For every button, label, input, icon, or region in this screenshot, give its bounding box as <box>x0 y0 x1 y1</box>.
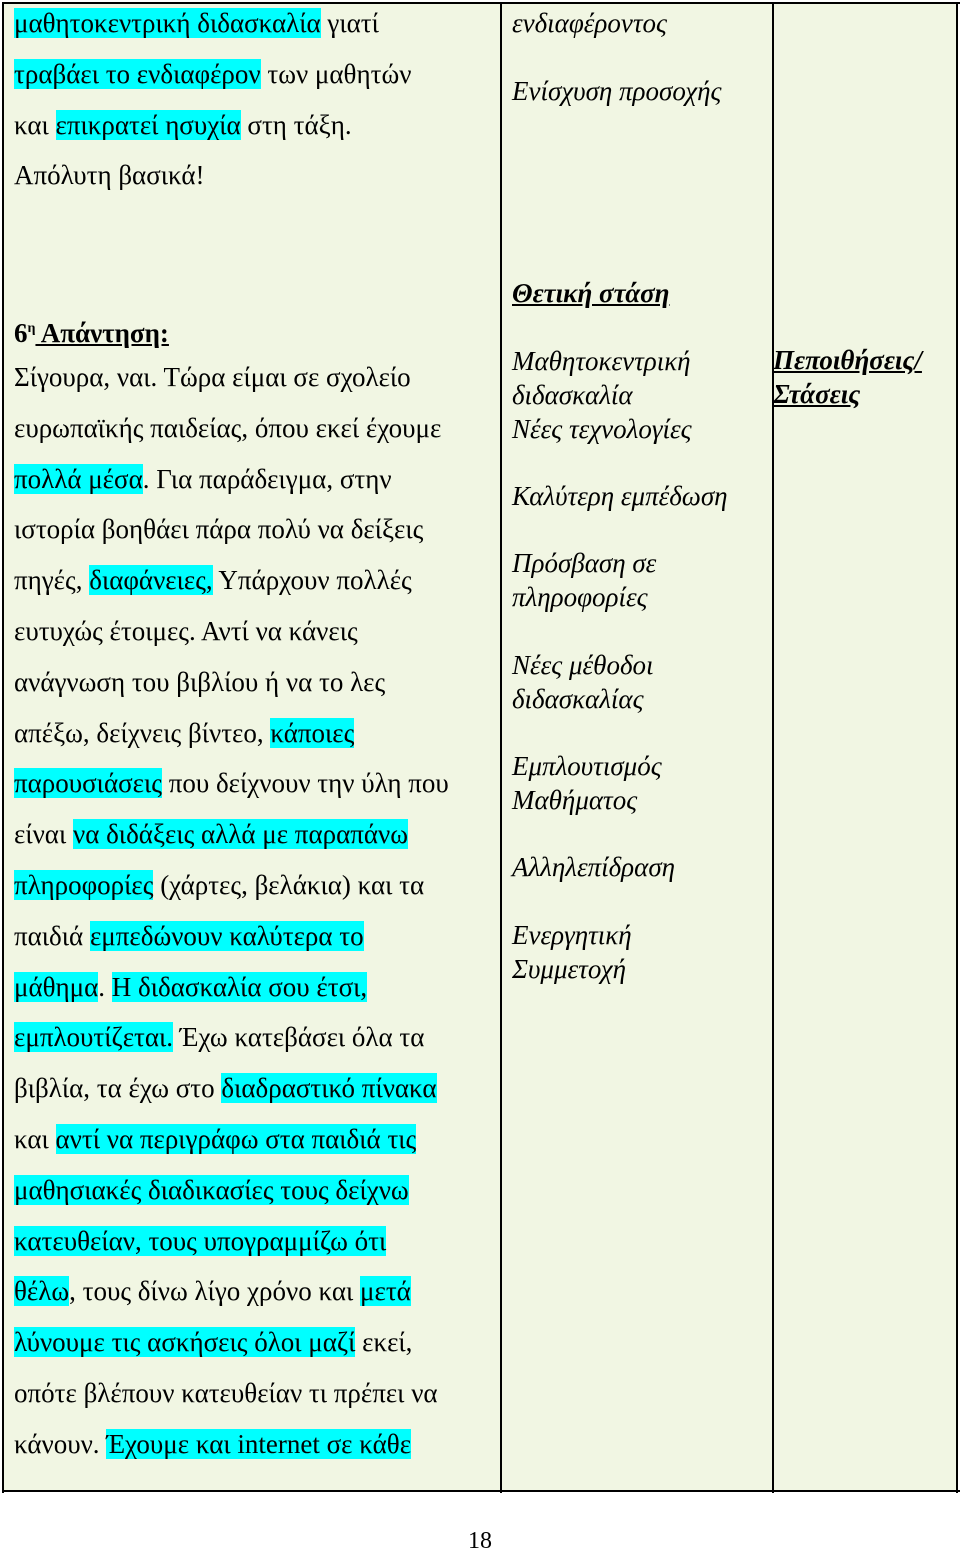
text-line <box>14 460 494 511</box>
code-item: Αλληλεπίδραση <box>512 852 676 882</box>
text-segment: γιατί <box>320 8 379 38</box>
highlighted-text: πολλά μέσα <box>14 463 143 494</box>
text-line <box>14 1018 494 1069</box>
highlighted-text: κατευθείαν, τους υπογραμμίζω ότι <box>14 1225 387 1256</box>
code-item: Μαθητοκεντρική διδασκαλία <box>512 346 691 410</box>
text-segment: ανάγνωση του βιβλίου ή να το λες <box>14 666 386 697</box>
text-line <box>14 1272 494 1323</box>
highlighted-text: αντί να περιγράφω στα παιδιά τις <box>55 1123 417 1154</box>
text-segment: και <box>14 109 56 140</box>
text-segment: βιβλία, τα έχω στο <box>14 1073 222 1104</box>
highlighted-text: πληροφορίες <box>14 869 154 900</box>
text-line <box>14 714 494 765</box>
code-item: Πρόσβαση σε πληροφορίες <box>512 548 657 612</box>
text-line <box>14 561 494 612</box>
text-line <box>14 106 494 157</box>
text-line <box>14 1171 494 1222</box>
text-line <box>14 1425 494 1476</box>
column-divider-1 <box>500 2 502 1493</box>
text-line <box>14 409 494 460</box>
highlighted-text: θέλω <box>14 1276 70 1307</box>
text-line <box>14 866 494 917</box>
text-segment: (χάρτες, βελάκια) και τα <box>153 869 425 900</box>
text-segment: των μαθητών <box>260 58 412 89</box>
text-line <box>14 917 494 968</box>
answer-number: 6 <box>14 318 28 348</box>
column-divider-2 <box>772 2 774 1493</box>
code-heading: Θετική στάση <box>512 278 670 308</box>
text-segment: στη τάξη. <box>240 109 352 140</box>
highlighted-text: μαθητοκεντρική διδασκαλία <box>14 8 321 38</box>
text-line <box>14 1069 494 1120</box>
text-segment: . <box>98 971 112 1002</box>
code-item: Ενεργητική Συμμετοχή <box>512 920 632 984</box>
code-item: Νέες τεχνολογίες <box>512 414 692 444</box>
highlighted-text: να διδάξεις αλλά με παραπάνω <box>72 819 408 850</box>
highlighted-text: μάθημα <box>14 971 99 1002</box>
text-line <box>14 663 494 714</box>
highlighted-text: διαδραστικό πίνακα <box>221 1073 437 1104</box>
text-line <box>14 4 494 55</box>
answer-heading <box>14 310 494 348</box>
text-segment: Σίγουρα, ναι. Τώρα είμαι σε σχολείο <box>14 362 411 392</box>
text-segment: , τους δίνω λίγο χρόνο και <box>69 1276 360 1307</box>
text-segment: εκεί, <box>355 1327 413 1358</box>
text-segment: οπότε βλέπουν κατευθείαν τι πρέπει να <box>14 1377 438 1408</box>
text-segment: κάνουν. <box>14 1428 107 1459</box>
text-segment: ευρωπαϊκής παιδείας, όπου εκεί έχουμε <box>14 412 442 443</box>
answer-label: Απάντηση: <box>35 318 169 348</box>
text-segment: παιδιά <box>14 920 90 951</box>
highlighted-text: Έχουμε και internet σε κάθε <box>106 1428 412 1459</box>
highlighted-text: κάποιες <box>270 717 355 748</box>
text-line <box>14 1120 494 1171</box>
text-segment: . Για παράδειγμα, στην <box>142 463 392 494</box>
text-line <box>14 358 494 409</box>
text-segment: που δείχνουν την ύλη που <box>161 768 449 799</box>
text-line <box>14 1222 494 1273</box>
text-segment: απέξω, δείχνεις βίντεο, <box>14 717 271 748</box>
highlighted-text: λύνουμε τις ασκήσεις όλοι μαζί <box>14 1327 356 1358</box>
interview-text-top <box>14 4 494 207</box>
highlighted-text: μετά <box>360 1276 411 1307</box>
table-border-right <box>956 2 958 1493</box>
text-line <box>14 612 494 663</box>
answer-ordinal: η <box>27 321 36 336</box>
highlighted-text: επικρατεί ησυχία <box>55 109 241 140</box>
table-border-bottom <box>2 1490 960 1492</box>
table-border-left <box>2 2 4 1493</box>
text-segment: Απόλυτη βασικά! <box>14 160 205 191</box>
text-segment: ιστορία βοηθάει πάρα πολύ να δείξεις <box>14 514 424 545</box>
code-item: Καλύτερη εμπέδωση <box>512 481 728 511</box>
code-item: ενδιαφέροντος <box>512 8 667 38</box>
text-segment: είναι <box>14 819 73 850</box>
text-line <box>14 764 494 815</box>
highlighted-text: παρουσιάσεις <box>14 768 162 799</box>
text-segment: και <box>14 1123 56 1154</box>
category-label: Πεποιθήσεις/ Στάσεις <box>773 345 922 409</box>
text-line <box>14 156 494 207</box>
code-item: Εμπλουτισμός Μαθήματος <box>512 751 662 815</box>
highlighted-text: εμπλουτίζεται. <box>14 1022 174 1053</box>
text-segment: Υπάρχουν πολλές <box>212 565 412 596</box>
text-line <box>14 510 494 561</box>
text-line <box>14 1323 494 1374</box>
page-number: 18 <box>468 1528 492 1554</box>
text-segment: πηγές, <box>14 565 90 596</box>
text-line <box>14 815 494 866</box>
highlighted-text: τραβάει το ενδιαφέρον <box>14 58 261 89</box>
text-line <box>14 968 494 1019</box>
text-segment: ευτυχώς έτοιμες. Αντί να κάνεις <box>14 615 358 646</box>
text-line <box>14 55 494 106</box>
code-item: Νέες μέθοδοι διδασκαλίας <box>512 650 654 714</box>
interview-answer-text <box>14 358 494 1476</box>
highlighted-text: μαθησιακές διαδικασίες τους δείχνω <box>14 1174 409 1205</box>
highlighted-text: Η διδασκαλία σου έτσι, <box>111 971 368 1002</box>
highlighted-text: διαφάνειες, <box>89 565 213 596</box>
text-line <box>14 1374 494 1425</box>
code-item: Ενίσχυση προσοχής <box>512 76 722 106</box>
highlighted-text: εμπεδώνουν καλύτερα το <box>89 920 364 951</box>
text-segment: Έχω κατεβάσει όλα τα <box>173 1022 425 1053</box>
